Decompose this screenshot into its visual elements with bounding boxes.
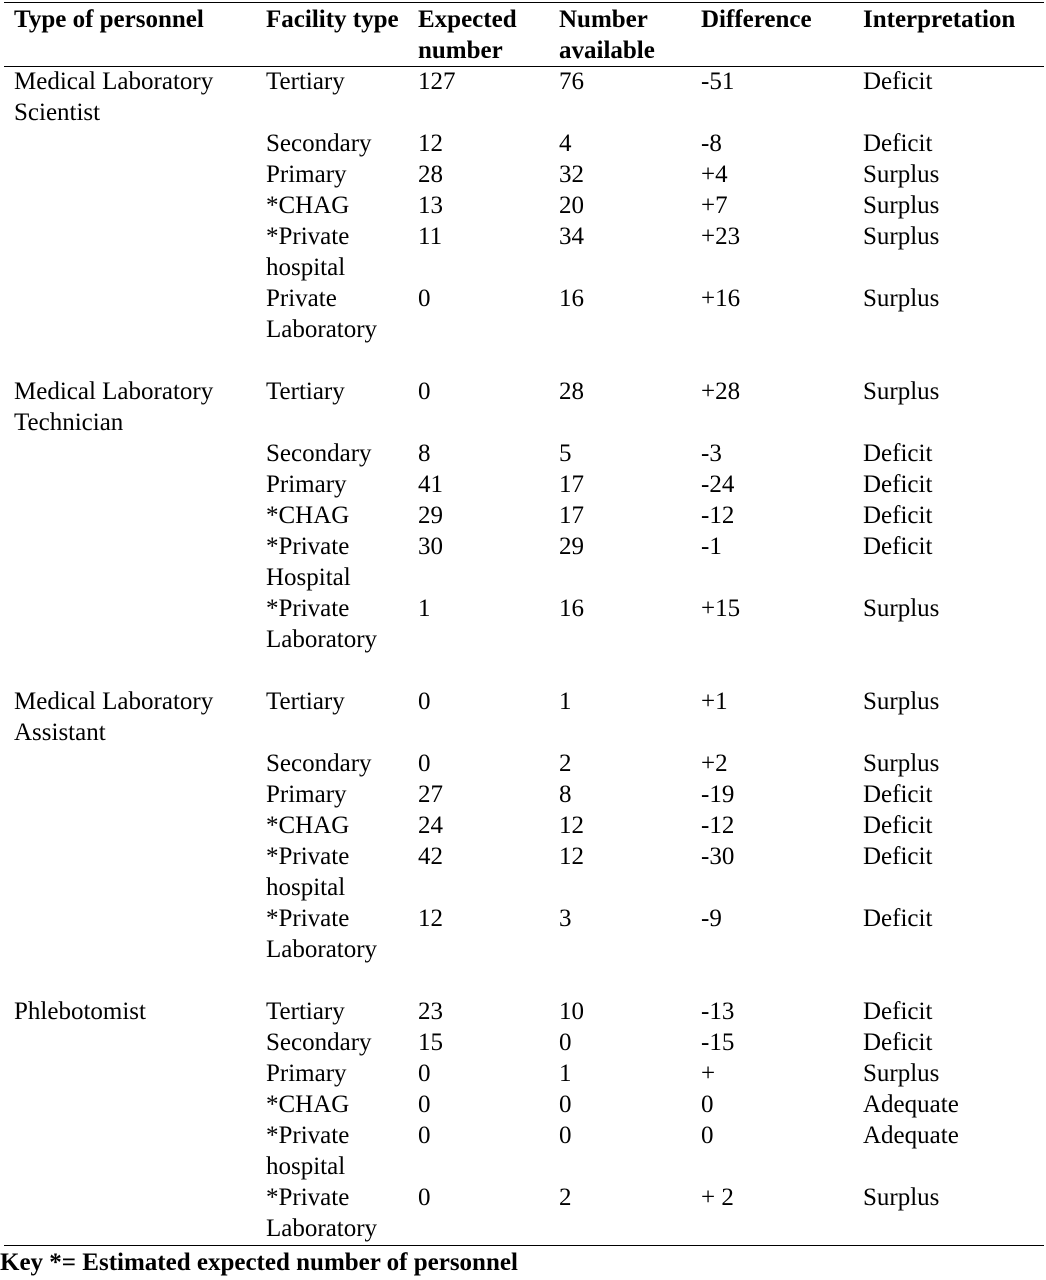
cell-facility-type: Tertiary: [266, 378, 345, 405]
table-row: [0, 469, 1046, 500]
cell-personnel-type: [0, 159, 266, 190]
cell-expected-number: 41: [418, 471, 443, 498]
cell-interpretation: Deficit: [863, 781, 933, 808]
table-row: [0, 779, 1046, 810]
table-row: [0, 128, 1046, 159]
table-row: [0, 841, 1046, 903]
table-row: [0, 376, 1046, 438]
cell-expected-number: 8: [418, 440, 431, 467]
cell-interpretation: Deficit: [863, 998, 933, 1025]
cell-difference: +16: [701, 285, 741, 312]
cell-difference: + 2: [701, 1184, 734, 1211]
cell-personnel-type: [0, 748, 266, 779]
cell-facility-type: Primary: [266, 1060, 347, 1087]
cell-number-available: 0: [559, 1122, 572, 1149]
cell-expected-number: 12: [418, 905, 443, 932]
cell-facility-type: Private Laboratory: [266, 285, 378, 343]
cell-difference: +23: [701, 223, 741, 250]
cell-number-available: 8: [559, 781, 572, 808]
cell-interpretation: Surplus: [863, 161, 940, 188]
table-row: [0, 996, 1046, 1027]
cell-difference: -1: [701, 533, 722, 560]
table-top-rule: [4, 2, 1044, 3]
cell-expected-number: 0: [418, 378, 431, 405]
cell-personnel-type: [0, 438, 266, 469]
table-row: [0, 686, 1046, 748]
personnel-table: [0, 4, 1046, 1244]
header-interpretation: Interpretation: [863, 6, 1016, 33]
table-row: [0, 903, 1046, 965]
cell-expected-number: 0: [418, 1060, 431, 1087]
cell-difference: -12: [701, 812, 735, 839]
cell-difference: +7: [701, 192, 728, 219]
cell-personnel-type: Medical Laboratory Assistant: [14, 688, 214, 746]
cell-facility-type: Primary: [266, 781, 347, 808]
cell-difference: 0: [701, 1091, 714, 1118]
cell-number-available: 16: [559, 595, 584, 622]
cell-number-available: 17: [559, 471, 584, 498]
cell-facility-type: Secondary: [266, 1029, 372, 1056]
cell-difference: -12: [701, 502, 735, 529]
cell-difference: -15: [701, 1029, 735, 1056]
table-row: [0, 500, 1046, 531]
table-row: [0, 531, 1046, 593]
cell-number-available: 3: [559, 905, 572, 932]
cell-number-available: 10: [559, 998, 584, 1025]
cell-expected-number: 0: [418, 750, 431, 777]
cell-expected-number: 23: [418, 998, 443, 1025]
table-row: [0, 1027, 1046, 1058]
cell-personnel-type: [0, 1027, 266, 1058]
cell-expected-number: 127: [418, 68, 456, 95]
cell-number-available: 29: [559, 533, 584, 560]
cell-expected-number: 29: [418, 502, 443, 529]
cell-expected-number: 11: [418, 223, 443, 250]
header-type-of-personnel: Type of personnel: [14, 6, 204, 33]
cell-facility-type: *Private hospital: [266, 1122, 350, 1180]
cell-interpretation: Deficit: [863, 533, 933, 560]
header-difference: Difference: [701, 6, 812, 33]
header-facility-type: Facility type: [266, 6, 399, 33]
cell-personnel-type: [0, 531, 266, 593]
cell-expected-number: 24: [418, 812, 443, 839]
cell-interpretation: Deficit: [863, 130, 933, 157]
cell-personnel-type: Phlebotomist: [14, 998, 146, 1025]
table-row: [0, 190, 1046, 221]
cell-difference: +4: [701, 161, 728, 188]
cell-facility-type: Tertiary: [266, 68, 345, 95]
cell-interpretation: Surplus: [863, 192, 940, 219]
cell-expected-number: 27: [418, 781, 443, 808]
table-row: [0, 810, 1046, 841]
key-footnote: Key *= Estimated expected number of personnel: [0, 1249, 518, 1276]
cell-personnel-type: Medical Laboratory Technician: [14, 378, 214, 436]
table-row: [0, 66, 1046, 128]
cell-personnel-type: [0, 128, 266, 159]
cell-facility-type: Primary: [266, 161, 347, 188]
cell-facility-type: Secondary: [266, 130, 372, 157]
cell-personnel-type: [0, 1120, 266, 1182]
cell-interpretation: Surplus: [863, 688, 940, 715]
cell-number-available: 2: [559, 750, 572, 777]
cell-personnel-type: [0, 779, 266, 810]
cell-number-available: 20: [559, 192, 584, 219]
cell-personnel-type: [0, 221, 266, 283]
cell-number-available: 1: [559, 688, 572, 715]
cell-difference: -30: [701, 843, 735, 870]
cell-facility-type: *CHAG: [266, 1091, 350, 1118]
cell-difference: +28: [701, 378, 741, 405]
cell-expected-number: 15: [418, 1029, 443, 1056]
cell-interpretation: Deficit: [863, 502, 933, 529]
cell-interpretation: Deficit: [863, 905, 933, 932]
cell-facility-type: *Private hospital: [266, 843, 350, 901]
cell-interpretation: Deficit: [863, 440, 933, 467]
group-spacer-cell: [0, 655, 1046, 686]
cell-interpretation: Surplus: [863, 595, 940, 622]
cell-facility-type: Secondary: [266, 750, 372, 777]
table-row: [0, 748, 1046, 779]
cell-number-available: 1: [559, 1060, 572, 1087]
cell-number-available: 32: [559, 161, 584, 188]
cell-expected-number: 42: [418, 843, 443, 870]
cell-facility-type: *CHAG: [266, 812, 350, 839]
cell-expected-number: 12: [418, 130, 443, 157]
cell-personnel-type: [0, 1089, 266, 1120]
cell-difference: +1: [701, 688, 728, 715]
cell-interpretation: Surplus: [863, 285, 940, 312]
cell-facility-type: *Private hospital: [266, 223, 350, 281]
table-row: [0, 283, 1046, 345]
cell-expected-number: 0: [418, 285, 431, 312]
table-row: [0, 593, 1046, 655]
cell-personnel-type: [0, 190, 266, 221]
cell-difference: -24: [701, 471, 735, 498]
cell-number-available: 17: [559, 502, 584, 529]
cell-interpretation: Surplus: [863, 750, 940, 777]
cell-personnel-type: [0, 1182, 266, 1244]
cell-expected-number: 30: [418, 533, 443, 560]
cell-facility-type: *Private Laboratory: [266, 905, 378, 963]
cell-number-available: 2: [559, 1184, 572, 1211]
cell-difference: -3: [701, 440, 722, 467]
cell-interpretation: Deficit: [863, 68, 933, 95]
cell-expected-number: 13: [418, 192, 443, 219]
cell-number-available: 0: [559, 1091, 572, 1118]
cell-facility-type: *Private Laboratory: [266, 595, 378, 653]
cell-number-available: 12: [559, 812, 584, 839]
cell-interpretation: Deficit: [863, 812, 933, 839]
cell-facility-type: Tertiary: [266, 998, 345, 1025]
table-row: [0, 221, 1046, 283]
table-row: [0, 1089, 1046, 1120]
cell-difference: -51: [701, 68, 735, 95]
cell-interpretation: Surplus: [863, 1060, 940, 1087]
cell-number-available: 5: [559, 440, 572, 467]
cell-number-available: 76: [559, 68, 584, 95]
cell-difference: +2: [701, 750, 728, 777]
cell-difference: -13: [701, 998, 735, 1025]
cell-interpretation: Deficit: [863, 843, 933, 870]
cell-expected-number: 1: [418, 595, 431, 622]
table-row: [0, 1120, 1046, 1182]
cell-difference: +: [701, 1060, 716, 1087]
cell-interpretation: Adequate: [863, 1122, 959, 1149]
cell-facility-type: Tertiary: [266, 688, 345, 715]
cell-personnel-type: [0, 1058, 266, 1089]
cell-expected-number: 0: [418, 1091, 431, 1118]
cell-number-available: 4: [559, 130, 572, 157]
cell-facility-type: *CHAG: [266, 192, 350, 219]
cell-number-available: 12: [559, 843, 584, 870]
cell-interpretation: Adequate: [863, 1091, 959, 1118]
cell-interpretation: Surplus: [863, 378, 940, 405]
cell-personnel-type: [0, 283, 266, 345]
cell-interpretation: Deficit: [863, 471, 933, 498]
table-row: [0, 1182, 1046, 1244]
cell-number-available: 16: [559, 285, 584, 312]
cell-difference: -19: [701, 781, 735, 808]
table-header-row: [0, 4, 1046, 66]
cell-facility-type: Primary: [266, 471, 347, 498]
cell-personnel-type: Medical Laboratory Scientist: [14, 68, 214, 126]
cell-number-available: 34: [559, 223, 584, 250]
cell-difference: 0: [701, 1122, 714, 1149]
cell-interpretation: Deficit: [863, 1029, 933, 1056]
cell-personnel-type: [0, 469, 266, 500]
cell-expected-number: 0: [418, 1184, 431, 1211]
header-number-available: Number available: [559, 6, 655, 64]
header-expected-number: Expected number: [418, 6, 517, 64]
cell-expected-number: 28: [418, 161, 443, 188]
table-row: [0, 159, 1046, 190]
cell-difference: -9: [701, 905, 722, 932]
group-spacer-row: [0, 965, 1046, 996]
table-row: [0, 438, 1046, 469]
table-row: [0, 1058, 1046, 1089]
cell-facility-type: *Private Hospital: [266, 533, 351, 591]
cell-difference: +15: [701, 595, 741, 622]
cell-expected-number: 0: [418, 688, 431, 715]
cell-interpretation: Surplus: [863, 1184, 940, 1211]
cell-facility-type: *Private Laboratory: [266, 1184, 378, 1242]
cell-facility-type: *CHAG: [266, 502, 350, 529]
group-spacer-row: [0, 345, 1046, 376]
cell-number-available: 28: [559, 378, 584, 405]
cell-personnel-type: [0, 841, 266, 903]
group-spacer-cell: [0, 965, 1046, 996]
table-bottom-rule: [4, 1245, 1044, 1246]
cell-personnel-type: [0, 903, 266, 965]
table-body: [0, 66, 1046, 1244]
cell-personnel-type: [0, 810, 266, 841]
cell-expected-number: 0: [418, 1122, 431, 1149]
cell-facility-type: Secondary: [266, 440, 372, 467]
group-spacer-cell: [0, 345, 1046, 376]
group-spacer-row: [0, 655, 1046, 686]
cell-interpretation: Surplus: [863, 223, 940, 250]
cell-number-available: 0: [559, 1029, 572, 1056]
cell-personnel-type: [0, 500, 266, 531]
cell-personnel-type: [0, 593, 266, 655]
cell-difference: -8: [701, 130, 722, 157]
